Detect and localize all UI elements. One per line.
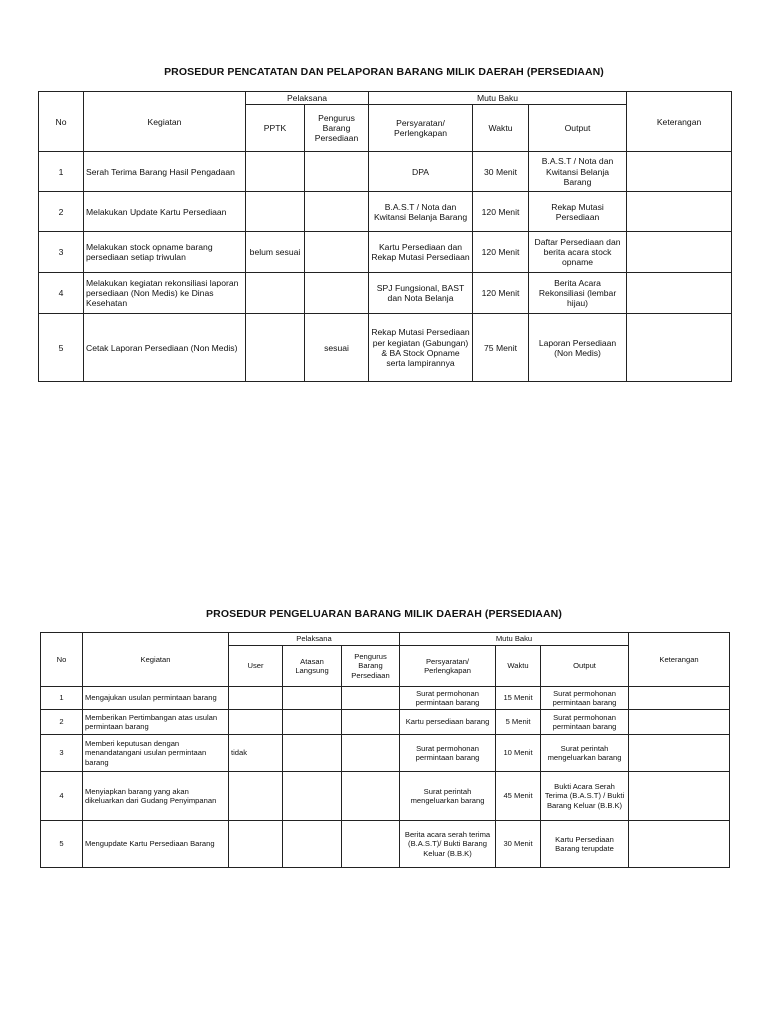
- table2-title: PROSEDUR PENGELUARAN BARANG MILIK DAERAH (PERSEDIAAN): [206, 608, 562, 620]
- table-row: [39, 192, 732, 232]
- cell-keterangan: [629, 710, 730, 735]
- table-row: [41, 821, 730, 868]
- cell-waktu: 120 Menit: [473, 232, 529, 273]
- header-user: User: [229, 646, 283, 687]
- cell-kegiatan: Memberikan Pertimbangan atas usulan permintaan barang: [83, 710, 229, 735]
- cell-no: 2: [41, 710, 83, 735]
- header-persyaratan: Persyaratan/ Perlengkapan: [400, 646, 496, 687]
- cell-pengurus: [305, 152, 369, 192]
- header-kegiatan: Kegiatan: [83, 633, 229, 687]
- cell-output: Kartu Persediaan Barang terupdate: [541, 821, 629, 868]
- cell-persyaratan: Berita acara serah terima (B.A.S.T)/ Bukti Barang Keluar (B.B.K): [400, 821, 496, 868]
- cell-keterangan: [627, 192, 732, 232]
- table-row: [39, 152, 732, 192]
- table-row: [41, 710, 730, 735]
- cell-keterangan: [629, 687, 730, 710]
- cell-kegiatan: Melakukan kegiatan rekonsiliasi laporan persediaan (Non Medis) ke Dinas Kesehatan: [84, 273, 246, 314]
- cell-waktu: 45 Menit: [496, 772, 541, 821]
- cell-pptk: [246, 273, 305, 314]
- cell-no: 4: [39, 273, 84, 314]
- header-pelaksana: Pelaksana: [229, 633, 400, 646]
- header-waktu: Waktu: [473, 105, 529, 152]
- cell-kegiatan: Mengajukan usulan permintaan barang: [83, 687, 229, 710]
- cell-keterangan: [627, 273, 732, 314]
- table-row: [39, 232, 732, 273]
- header-pptk: PPTK: [246, 105, 305, 152]
- cell-persyaratan: DPA: [369, 152, 473, 192]
- cell-pengurus: [305, 232, 369, 273]
- cell-waktu: 30 Menit: [473, 152, 529, 192]
- cell-output: Berita Acara Rekonsiliasi (lembar hijau): [529, 273, 627, 314]
- header-pengurus: Pengurus Barang Persediaan: [305, 105, 369, 152]
- cell-user: tidak: [229, 735, 283, 772]
- cell-keterangan: [627, 314, 732, 382]
- cell-no: 2: [39, 192, 84, 232]
- cell-pengurus: [342, 735, 400, 772]
- cell-atasan: [283, 710, 342, 735]
- cell-waktu: 75 Menit: [473, 314, 529, 382]
- table-pencatatan-pelaporan: [38, 91, 732, 382]
- header-pelaksana: Pelaksana: [246, 92, 369, 105]
- cell-pptk: [246, 192, 305, 232]
- cell-output: B.A.S.T / Nota dan Kwitansi Belanja Barang: [529, 152, 627, 192]
- cell-kegiatan: Melakukan Update Kartu Persediaan: [84, 192, 246, 232]
- cell-keterangan: [629, 735, 730, 772]
- cell-no: 3: [41, 735, 83, 772]
- header-no: No: [41, 633, 83, 687]
- header-mutu-baku: Mutu Baku: [369, 92, 627, 105]
- cell-kegiatan: Cetak Laporan Persediaan (Non Medis): [84, 314, 246, 382]
- cell-persyaratan: SPJ Fungsional, BAST dan Nota Belanja: [369, 273, 473, 314]
- cell-pengurus: [305, 192, 369, 232]
- cell-user: [229, 687, 283, 710]
- cell-pengurus: [342, 710, 400, 735]
- cell-keterangan: [627, 152, 732, 192]
- table-row: [41, 735, 730, 772]
- cell-atasan: [283, 821, 342, 868]
- cell-output: Surat perintah mengeluarkan barang: [541, 735, 629, 772]
- cell-user: [229, 710, 283, 735]
- cell-user: [229, 772, 283, 821]
- cell-keterangan: [627, 232, 732, 273]
- table-row: [39, 273, 732, 314]
- cell-kegiatan: Mengupdate Kartu Persediaan Barang: [83, 821, 229, 868]
- cell-no: 1: [41, 687, 83, 710]
- cell-atasan: [283, 735, 342, 772]
- table-row: [39, 314, 732, 382]
- header-waktu: Waktu: [496, 646, 541, 687]
- cell-user: [229, 821, 283, 868]
- cell-keterangan: [629, 772, 730, 821]
- table1-title: PROSEDUR PENCATATAN DAN PELAPORAN BARANG MILIK DAERAH (PERSEDIAAN): [164, 66, 604, 78]
- cell-keterangan: [629, 821, 730, 868]
- cell-output: Laporan Persediaan (Non Medis): [529, 314, 627, 382]
- cell-pengurus: sesuai: [305, 314, 369, 382]
- cell-no: 3: [39, 232, 84, 273]
- cell-waktu: 15 Menit: [496, 687, 541, 710]
- cell-atasan: [283, 772, 342, 821]
- cell-persyaratan: Surat permohonan permintaan barang: [400, 687, 496, 710]
- cell-pengurus: [342, 772, 400, 821]
- cell-kegiatan: Memberi keputusan dengan menandatangani usulan permintaan barang: [83, 735, 229, 772]
- cell-output: Surat permohonan permintaan barang: [541, 710, 629, 735]
- cell-kegiatan: Menyiapkan barang yang akan dikeluarkan dari Gudang Penyimpanan: [83, 772, 229, 821]
- cell-persyaratan: Surat perintah mengeluarkan barang: [400, 772, 496, 821]
- cell-waktu: 120 Menit: [473, 273, 529, 314]
- cell-persyaratan: Kartu persediaan barang: [400, 710, 496, 735]
- cell-persyaratan: Surat permohonan permintaan barang: [400, 735, 496, 772]
- cell-waktu: 10 Menit: [496, 735, 541, 772]
- cell-output: Rekap Mutasi Persediaan: [529, 192, 627, 232]
- header-mutu-baku: Mutu Baku: [400, 633, 629, 646]
- cell-pengurus: [305, 273, 369, 314]
- cell-pptk: belum sesuai: [246, 232, 305, 273]
- header-keterangan: Keterangan: [629, 633, 730, 687]
- cell-atasan: [283, 687, 342, 710]
- cell-persyaratan: Kartu Persediaan dan Rekap Mutasi Persediaan: [369, 232, 473, 273]
- header-no: No: [39, 92, 84, 152]
- header-output: Output: [541, 646, 629, 687]
- table-row: [41, 687, 730, 710]
- header-atasan: Atasan Langsung: [283, 646, 342, 687]
- cell-pengurus: [342, 821, 400, 868]
- header-kegiatan: Kegiatan: [84, 92, 246, 152]
- cell-persyaratan: Rekap Mutasi Persediaan per kegiatan (Gabungan) & BA Stock Opname serta lampirannya: [369, 314, 473, 382]
- table-pengeluaran-barang: [40, 632, 730, 868]
- cell-waktu: 5 Menit: [496, 710, 541, 735]
- cell-no: 4: [41, 772, 83, 821]
- cell-no: 1: [39, 152, 84, 192]
- cell-waktu: 30 Menit: [496, 821, 541, 868]
- cell-kegiatan: Melakukan stock opname barang persediaan setiap triwulan: [84, 232, 246, 273]
- cell-kegiatan: Serah Terima Barang Hasil Pengadaan: [84, 152, 246, 192]
- cell-no: 5: [39, 314, 84, 382]
- cell-no: 5: [41, 821, 83, 868]
- table-row: [41, 772, 730, 821]
- header-pengurus: Pengurus Barang Persediaan: [342, 646, 400, 687]
- header-keterangan: Keterangan: [627, 92, 732, 152]
- cell-pptk: [246, 314, 305, 382]
- cell-output: Daftar Persediaan dan berita acara stock opname: [529, 232, 627, 273]
- cell-output: Bukti Acara Serah Terima (B.A.S.T) / Bukti Barang Keluar (B.B.K): [541, 772, 629, 821]
- cell-waktu: 120 Menit: [473, 192, 529, 232]
- cell-output: Surat permohonan permintaan barang: [541, 687, 629, 710]
- header-persyaratan: Persyaratan/ Perlengkapan: [369, 105, 473, 152]
- cell-pptk: [246, 152, 305, 192]
- cell-persyaratan: B.A.S.T / Nota dan Kwitansi Belanja Barang: [369, 192, 473, 232]
- cell-pengurus: [342, 687, 400, 710]
- header-output: Output: [529, 105, 627, 152]
